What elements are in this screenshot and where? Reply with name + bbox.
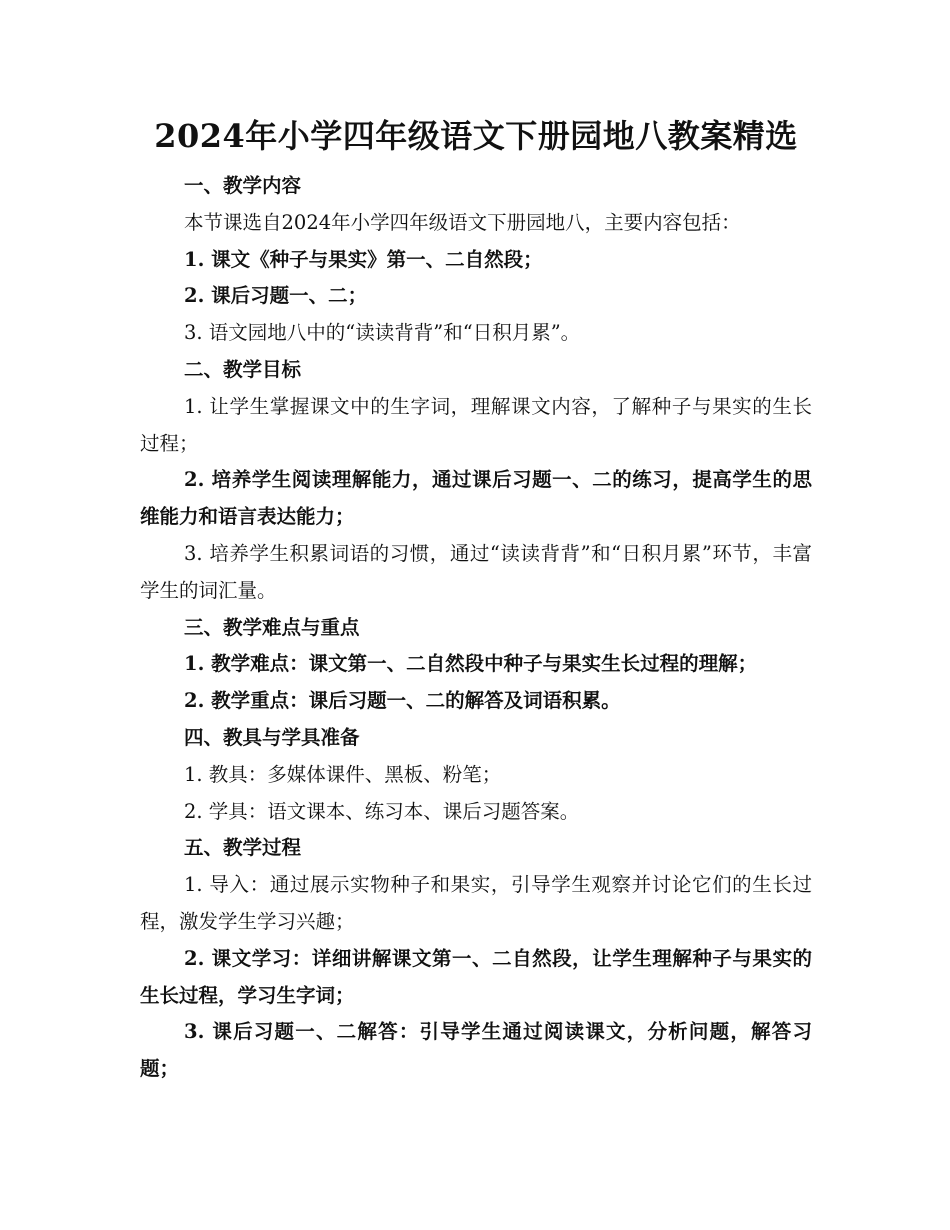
list-item: 1. 导入：通过展示实物种子和果实，引导学生观察并讨论它们的生长过程，激发学生学习兴趣； [140,873,812,933]
document-title: 2024年小学四年级语文下册园地八教案精选 [154,117,798,155]
list-item: 2. 教学重点：课后习题一、二的解答及词语积累。 [184,689,621,713]
document-body [140,168,812,1088]
list-item: 2. 课文学习：详细讲解课文第一、二自然段，让学生理解种子与果实的生长过程，学习生字词； [140,946,812,1007]
section-heading: 一、教学内容 [184,174,302,197]
section-heading: 三、教学难点与重点 [184,615,360,639]
list-item: 3. 语文园地八中的“读读背背”和“日积月累”。 [184,321,581,345]
list-item: 1. 让学生掌握课文中的生字词，理解课文内容，了解种子与果实的生长过程； [140,394,812,455]
section-heading: 二、教学目标 [184,357,302,381]
section-heading: 五、教学过程 [184,836,302,860]
list-item: 1. 课文《种子与果实》第一、二自然段； [184,247,543,271]
list-item: 2. 学具：语文课本、练习本、课后习题答案。 [184,799,580,823]
list-item: 3. 培养学生积累词语的习惯，通过“读读背背”和“日积月累”环节，丰富学生的词汇量。 [140,541,812,602]
list-item: 1. 教学难点：课文第一、二自然段中种子与果实生长过程的理解； [184,652,758,676]
list-item: 2. 培养学生阅读理解能力，通过课后习题一、二的练习，提高学生的思维能力和语言表达能力； [140,468,812,529]
section-heading: 四、教具与学具准备 [184,725,360,749]
list-item: 2. 课后习题一、二； [184,284,368,308]
list-item: 3. 课后习题一、二解答：引导学生通过阅读课文，分析问题，解答习题； [140,1020,812,1081]
paragraph: 本节课选自2024年小学四年级语文下册园地八，主要内容包括： [184,210,741,234]
list-item: 1. 教具：多媒体课件、黑板、粉笔； [184,762,502,786]
